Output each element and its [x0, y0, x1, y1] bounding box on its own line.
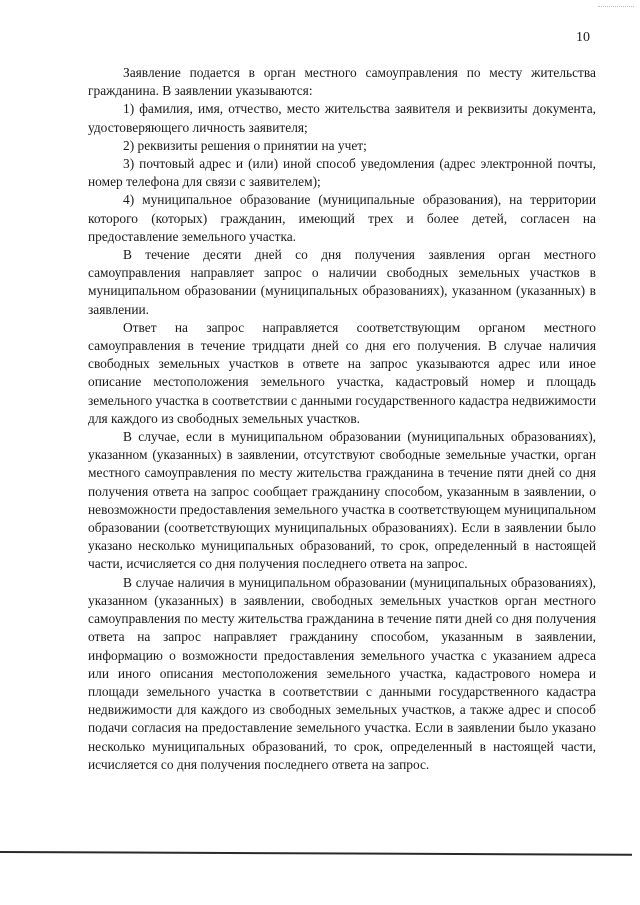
scan-artifact — [598, 6, 634, 9]
paragraph-3: 2) реквизиты решения о принятии на учет; — [123, 137, 367, 153]
paragraph-5: 4) муниципальное образование (муниципальные образования), на территории которого (которых) гражданин, имеющий трех и более детей, согласен на предоставление земельного участка. — [88, 192, 596, 244]
document-body — [88, 64, 596, 774]
paragraph-2: 1) фамилия, имя, отчество, место жительства заявителя и реквизиты документа, удостоверяющего личность заявителя; — [88, 101, 596, 135]
paragraph-1: Заявление подается в орган местного самоуправления по месту жительства гражданина. В заявлении указываются: — [88, 65, 596, 99]
paragraph-4: 3) почтовый адрес и (или) иной способ уведомления (адрес электронной почты, номер телефона для связи с заявителем); — [88, 156, 596, 190]
page-number: 10 — [576, 30, 590, 45]
paragraph-6: В течение десяти дней со дня получения заявления орган местного самоуправления направляет запрос о наличии свободных земельных участков в муниципальном образовании (муниципальных образованиях), указанном (указанных) в заявлении. — [88, 247, 596, 317]
bottom-rule — [0, 851, 632, 856]
paragraph-9: В случае наличия в муниципальном образовании (муниципальных образованиях), указанном (указанных) в заявлении, свободных земельных участков орган местного самоуправления по месту жительства гражданина в течение пяти дней со дня получения ответа на запрос направляет гражданину способом, указанным в заявлении, информацию о возможности предоставления земельного участка с указанием адреса или иного описания местоположения земельного участка, кадастрового номера и площади земельного участка в соответствии с данными государственного кадастра недвижимости для каждого из свободных земельных участков, а также адрес и способ подачи согласия на предоставление земельного участка. Если в заявлении было указано несколько муниципальных образований, то срок, определенный в настоящей части, исчисляется со дня получения последнего ответа на запрос. — [88, 574, 596, 772]
paragraph-7: Ответ на запрос направляется соответствующим органом местного самоуправления в течение тридцати дней со дня его получения. В случае наличия свободных земельных участков в ответе на запрос указываются адрес или иное описание местоположения земельного участка, кадастровый номер и площадь земельного участка в соответствии с данными государственного кадастра недвижимости для каждого из свободных земельных участков. — [88, 319, 596, 426]
paragraph-8: В случае, если в муниципальном образовании (муниципальных образованиях), указанном (указанных) в заявлении, отсутствуют свободные земельные участки, орган местного самоуправления по месту жительства гражданина в течение пяти дней со дня получения ответа на запрос сообщает гражданину способом, указанным в заявлении, о невозможности предоставления земельного участка в соответствующем муниципальном образовании (соответствующих муниципальных образованиях). Если в заявлении было указано несколько муниципальных образований, то срок, определенный в настоящей части, исчисляется со дня получения последнего ответа на запрос. — [88, 429, 596, 572]
